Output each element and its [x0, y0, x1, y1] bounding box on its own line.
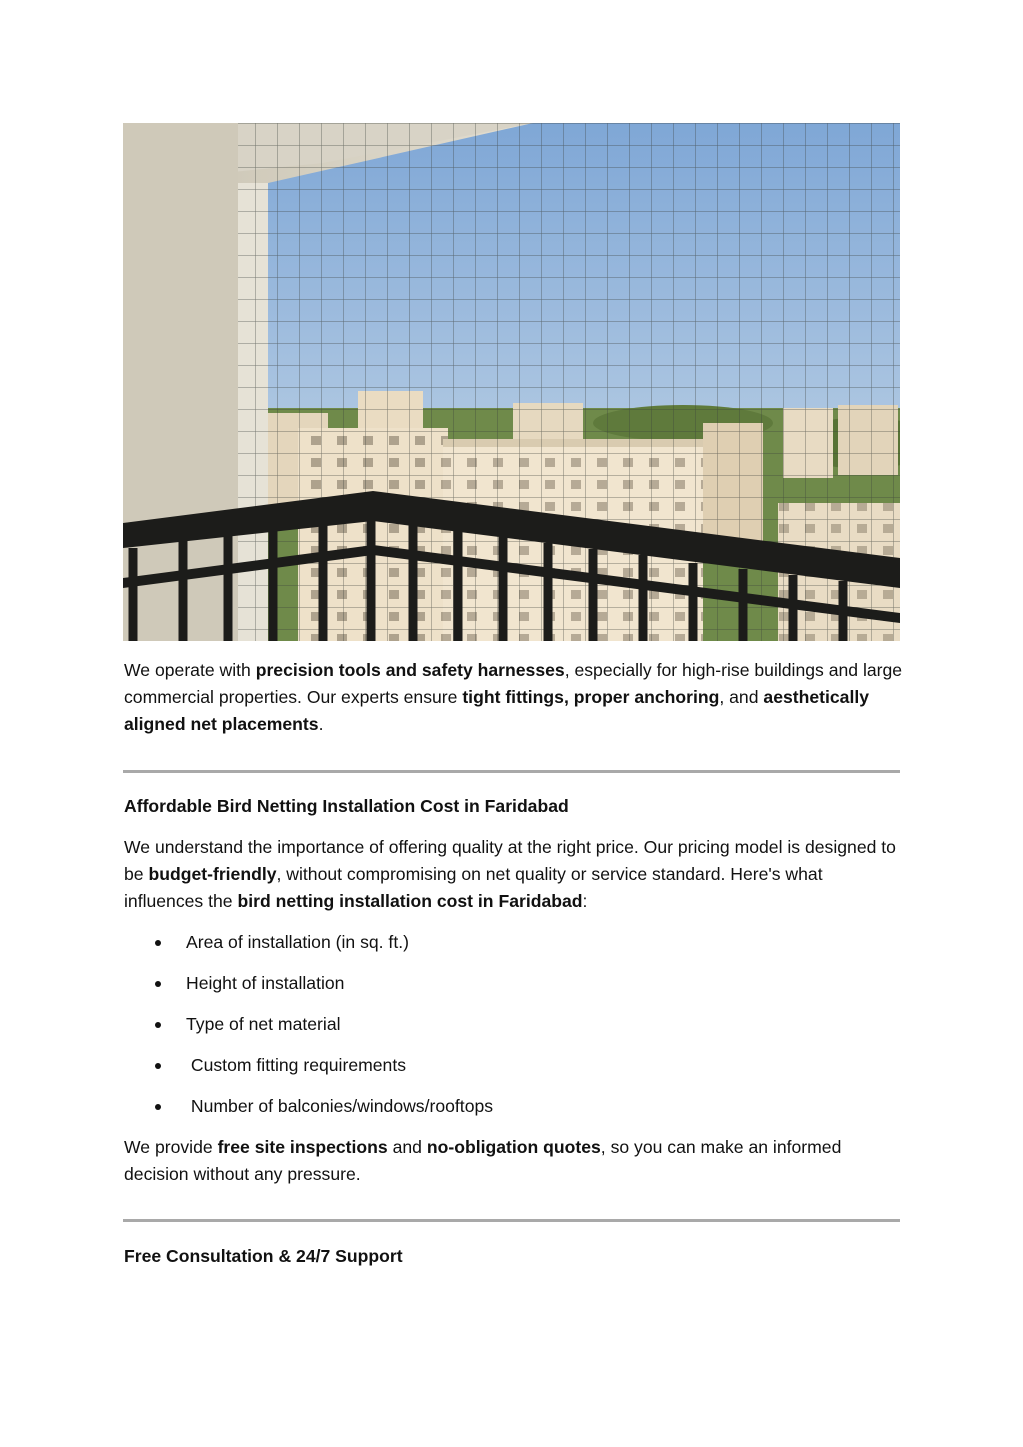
list-item-text: Height of installation — [186, 973, 345, 993]
text: , so you can make an informed decision without any pressure. — [124, 1137, 842, 1184]
list-item — [124, 1052, 884, 1093]
list-item-text: Type of net material — [186, 1014, 341, 1034]
bold-text: no-obligation quotes — [426, 1137, 601, 1157]
cost-factors-list — [124, 929, 884, 1134]
bold-text: precision tools and safety harnesses — [255, 660, 565, 680]
section-heading-support: Free Consultation & 24/7 Support — [124, 1246, 403, 1266]
intro-paragraph — [124, 657, 904, 738]
text: : — [582, 891, 588, 911]
bullet-icon — [155, 1022, 161, 1028]
bullet-icon — [155, 981, 161, 987]
bold-text: tight fittings, proper anchoring — [462, 687, 720, 707]
text: and — [387, 1137, 427, 1157]
bullet-icon — [155, 1104, 161, 1110]
list-item — [124, 1093, 884, 1134]
list-item-text: Number of balconies/windows/rooftops — [186, 1096, 494, 1116]
divider — [123, 770, 900, 773]
section-heading-cost: Affordable Bird Netting Installation Cost in Faridabad — [124, 796, 569, 816]
text: , and — [719, 687, 764, 707]
cost-intro-paragraph — [124, 834, 904, 915]
text: , especially for high-rise buildings and large commercial properties. Our experts ensure — [124, 660, 903, 707]
bold-text: free site inspections — [217, 1137, 388, 1157]
balcony-netting-illustration — [123, 123, 900, 641]
bold-text: bird netting installation cost in Faridabad — [237, 891, 583, 911]
bullet-icon — [155, 1063, 161, 1069]
balcony-netting-photo — [123, 123, 900, 641]
bold-text: budget-friendly — [148, 864, 277, 884]
list-item-text: Area of installation (in sq. ft.) — [186, 932, 409, 952]
bold-text: aesthetically aligned net placements — [124, 687, 870, 734]
text: , without compromising on net quality or service standard. Here's what influences the — [124, 864, 823, 911]
bullet-icon — [155, 940, 161, 946]
closing-paragraph — [124, 1134, 904, 1188]
divider — [123, 1219, 900, 1222]
text: We provide — [124, 1137, 218, 1157]
list-item — [124, 1011, 884, 1052]
list-item — [124, 970, 884, 1011]
list-item-text: Custom fitting requirements — [186, 1055, 407, 1075]
text: . — [318, 714, 324, 734]
list-item — [124, 929, 884, 970]
text: We understand the importance of offering quality at the right price. Our pricing model is designed to be — [124, 837, 896, 884]
text: We operate with — [124, 660, 256, 680]
